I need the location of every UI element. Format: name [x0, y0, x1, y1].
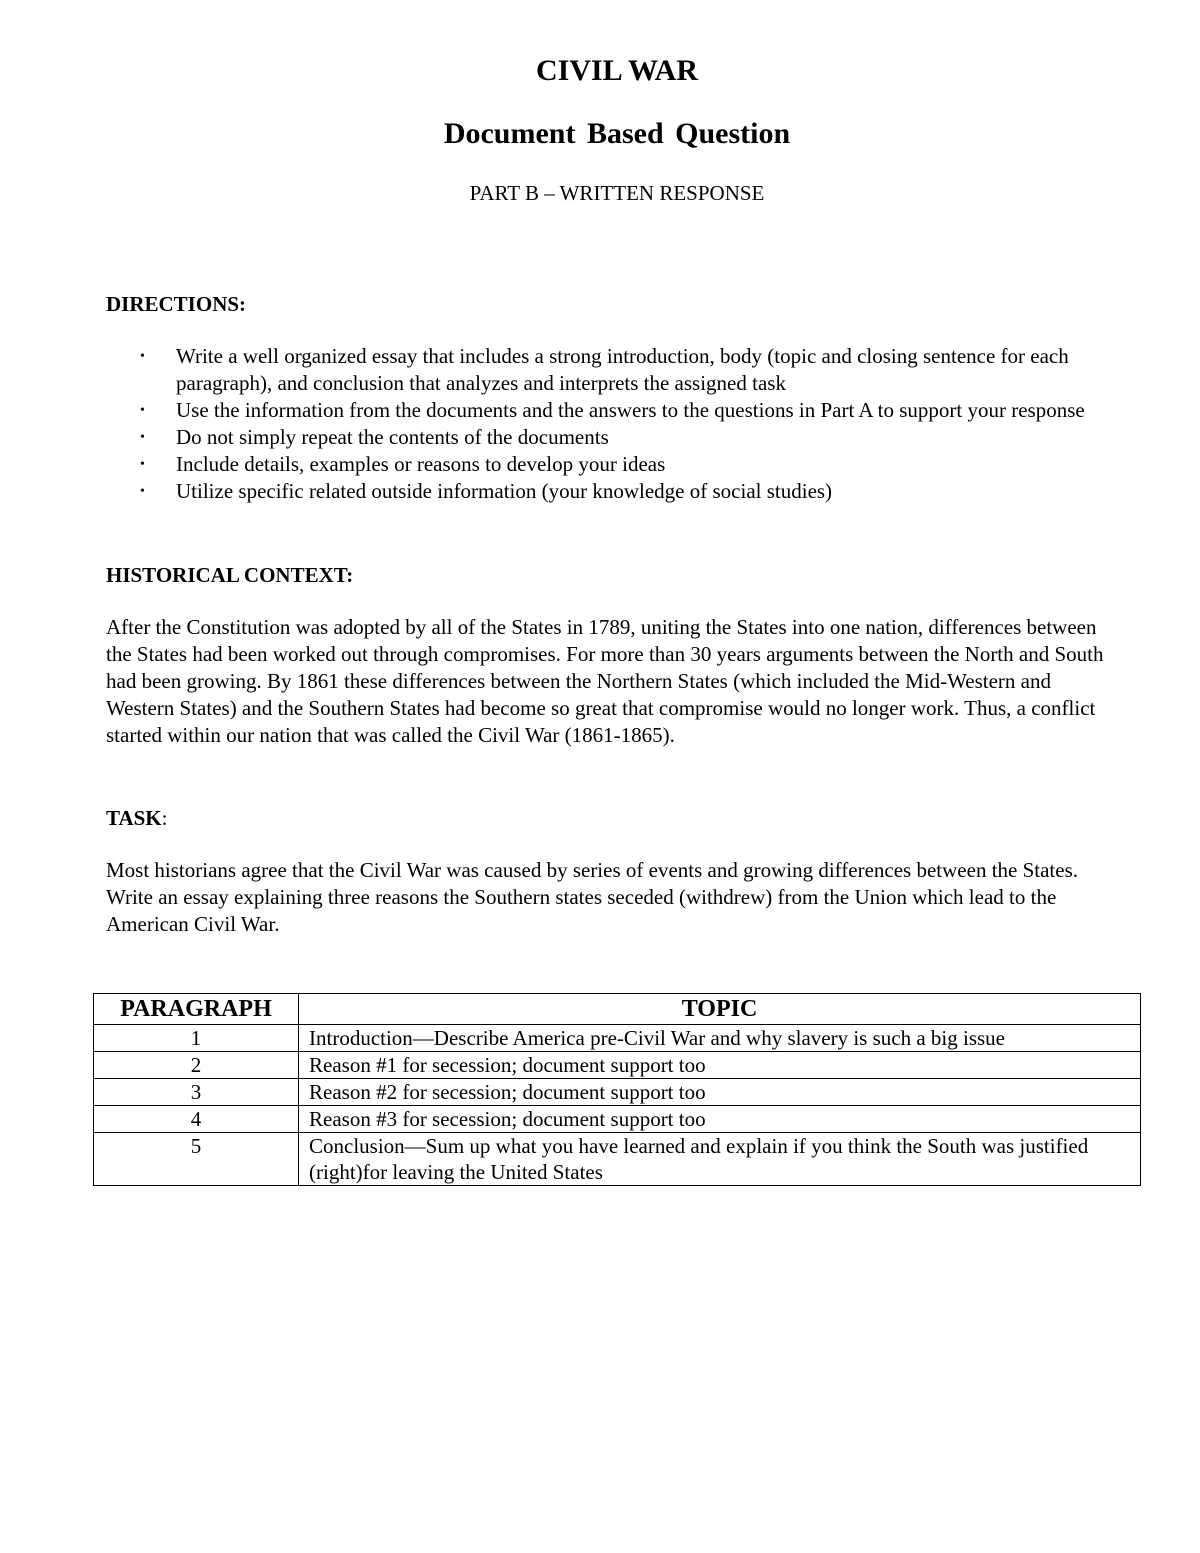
directions-item-text: Include details, examples or reasons to develop your ideas — [176, 452, 666, 476]
task-heading-colon: : — [161, 806, 168, 830]
paragraph-topic-table — [93, 993, 1141, 1186]
table-row — [94, 1052, 1141, 1079]
historical-context-text: After the Constitution was adopted by all of the States in 1789, uniting the States into one nation, differences between the States had been worked out through compromises. For more than 30 years arguments between the North and South had been growing. By 1861 these differences between the Northern States (which included the Mid-Western and Western States) and the Southern States had become so great that compromise would no longer work. Thus, a conflict started within our nation that was called the Civil War (1861-1865). — [106, 615, 1104, 747]
directions-item — [106, 478, 1146, 505]
document-title: CIVIL WAR — [536, 54, 698, 87]
directions-item-text: Use the information from the documents and the answers to the questions in Part A to support your response — [176, 398, 1085, 422]
bullet-icon: • — [140, 403, 145, 418]
paragraph-number: 3 — [94, 1079, 299, 1106]
directions-item-text: Utilize specific related outside information (your knowledge of social studies) — [176, 479, 833, 503]
table-row — [94, 1079, 1141, 1106]
directions-item — [106, 424, 1146, 451]
table-row — [94, 1106, 1141, 1133]
paragraph-topic: Reason #2 for secession; document support too — [299, 1079, 1141, 1106]
task-heading-label: TASK — [106, 806, 162, 830]
paragraph-number: 4 — [94, 1106, 299, 1133]
directions-item — [106, 343, 1146, 397]
topic-column-header: TOPIC — [299, 994, 1141, 1025]
bullet-icon: • — [140, 457, 145, 472]
task-text: Most historians agree that the Civil War was caused by series of events and growing differences between the States. Write an essay explaining three reasons the Southern states seceded (withdrew) from the Union which lead to the American Civil War. — [106, 858, 1079, 936]
directions-item — [106, 451, 1146, 478]
table-row — [94, 1025, 1141, 1052]
paragraph-topic: Introduction—Describe America pre-Civil War and why slavery is such a big issue — [299, 1025, 1141, 1052]
paragraph-topic: Conclusion—Sum up what you have learned and explain if you think the South was justified (right)for leaving the United States — [299, 1133, 1141, 1186]
paragraph-topic: Reason #3 for secession; document support too — [299, 1106, 1141, 1133]
directions-item — [106, 397, 1146, 424]
paragraph-number: 2 — [94, 1052, 299, 1079]
table-header-row — [94, 994, 1141, 1025]
paragraph-topic: Reason #1 for secession; document support too — [299, 1052, 1141, 1079]
directions-heading: DIRECTIONS: — [106, 292, 247, 316]
task-heading — [106, 808, 167, 829]
historical-context-heading: HISTORICAL CONTEXT: — [106, 563, 354, 587]
table-row — [94, 1133, 1141, 1186]
directions-item-text: Write a well organized essay that includes a strong introduction, body (topic and closing sentence for each paragraph), and conclusion that analyzes and interprets the assigned task — [176, 344, 1069, 395]
directions-list — [106, 343, 1146, 505]
bullet-icon: • — [140, 430, 145, 445]
paragraph-column-header: PARAGRAPH — [94, 994, 299, 1025]
bullet-icon: • — [140, 484, 145, 499]
paragraph-number: 5 — [94, 1133, 299, 1186]
part-title: PART B – WRITTEN RESPONSE — [469, 181, 765, 205]
bullet-icon: • — [140, 349, 145, 364]
paragraph-number: 1 — [94, 1025, 299, 1052]
document-subtitle: Document Based Question — [443, 117, 791, 150]
directions-item-text: Do not simply repeat the contents of the documents — [176, 425, 609, 449]
